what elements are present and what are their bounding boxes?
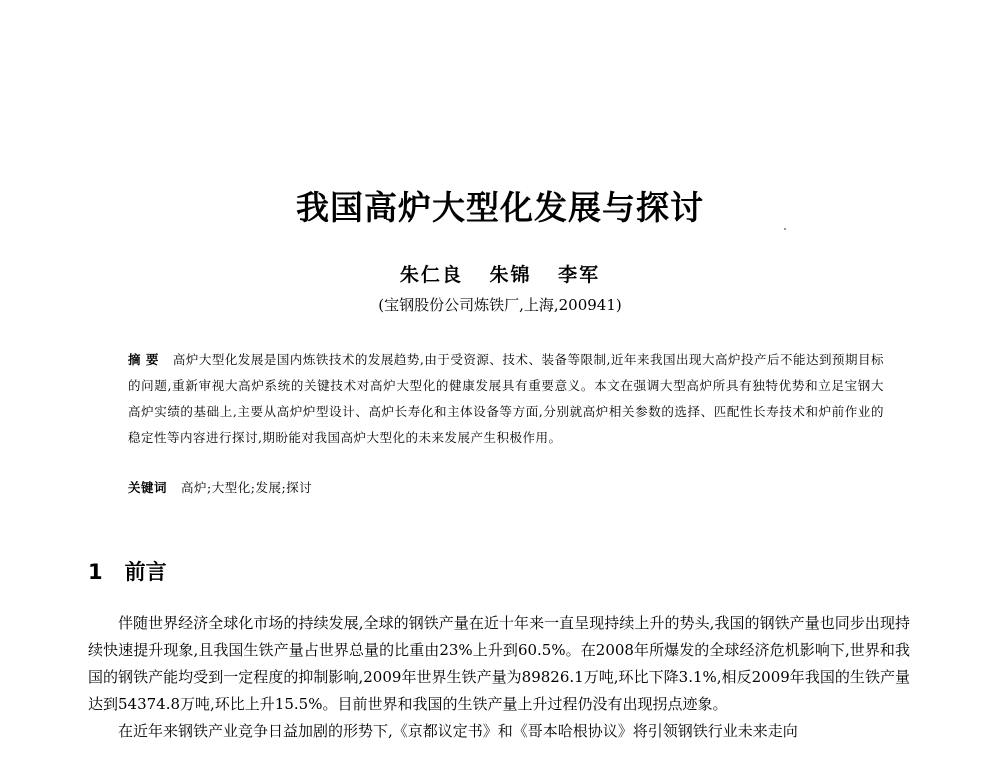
keywords-text: 高炉;大型化;发展;探讨 (181, 480, 313, 495)
body-text (88, 610, 910, 745)
abstract (128, 347, 884, 451)
paper-title: 我国高炉大型化发展与探讨 (296, 188, 704, 227)
abstract-text: 高炉大型化发展是国内炼铁技术的发展趋势,由于受资源、技术、装备等限制,近年来我国出现大高炉投产后不能达到预期目标的问题,重新审视大高炉系统的关键技术对高炉大型化的健康发展具有重要意义。本文在强调大型高炉所具有独特优势和立足宝钢大高炉实绩的基础上,主要从高炉炉型设计、高炉长寿化和主体设备等方面,分别就高炉相关参数的选择、匹配性长寿技术和炉前作业的稳定性等内容进行探讨,期盼能对我国高炉大型化的未来发展产生积极作用。 (128, 352, 885, 445)
paragraph: 伴随世界经济全球化市场的持续发展,全球的钢铁产量在近十年来一直呈现持续上升的势头,我国的钢铁产量也同步出现持续快速提升现象,且我国生铁产量占世界总量的比重由23%上升到60.5%。在2008年所爆发的全球经济危机影响下,世界和我国的钢铁产能均受到一定程度的抑制影响,2009年世界生铁产量为89826.1万吨,环比下降3.1%,相反2009年我国的生铁产量达到54374.8万吨,环比上升15.5%。目前世界和我国的生铁产量上升过程仍没有出现拐点迹象。 (88, 614, 910, 713)
section-heading (88, 556, 167, 586)
section-number: 1 (88, 560, 103, 584)
paragraph: 在近年来钢铁产业竞争日益加剧的形势下,《京都议定书》和《哥本哈根协议》将引领钢铁行业未来走向 (118, 722, 798, 740)
authors: 朱仁良 朱锦 李军 (399, 264, 601, 286)
affiliation: (宝钢股份公司炼铁厂,上海,200941) (378, 296, 622, 314)
section-title: 前言 (124, 560, 167, 584)
keywords (128, 478, 884, 496)
keywords-label: 关键词 (128, 480, 168, 495)
abstract-label: 摘 要 (128, 352, 159, 367)
